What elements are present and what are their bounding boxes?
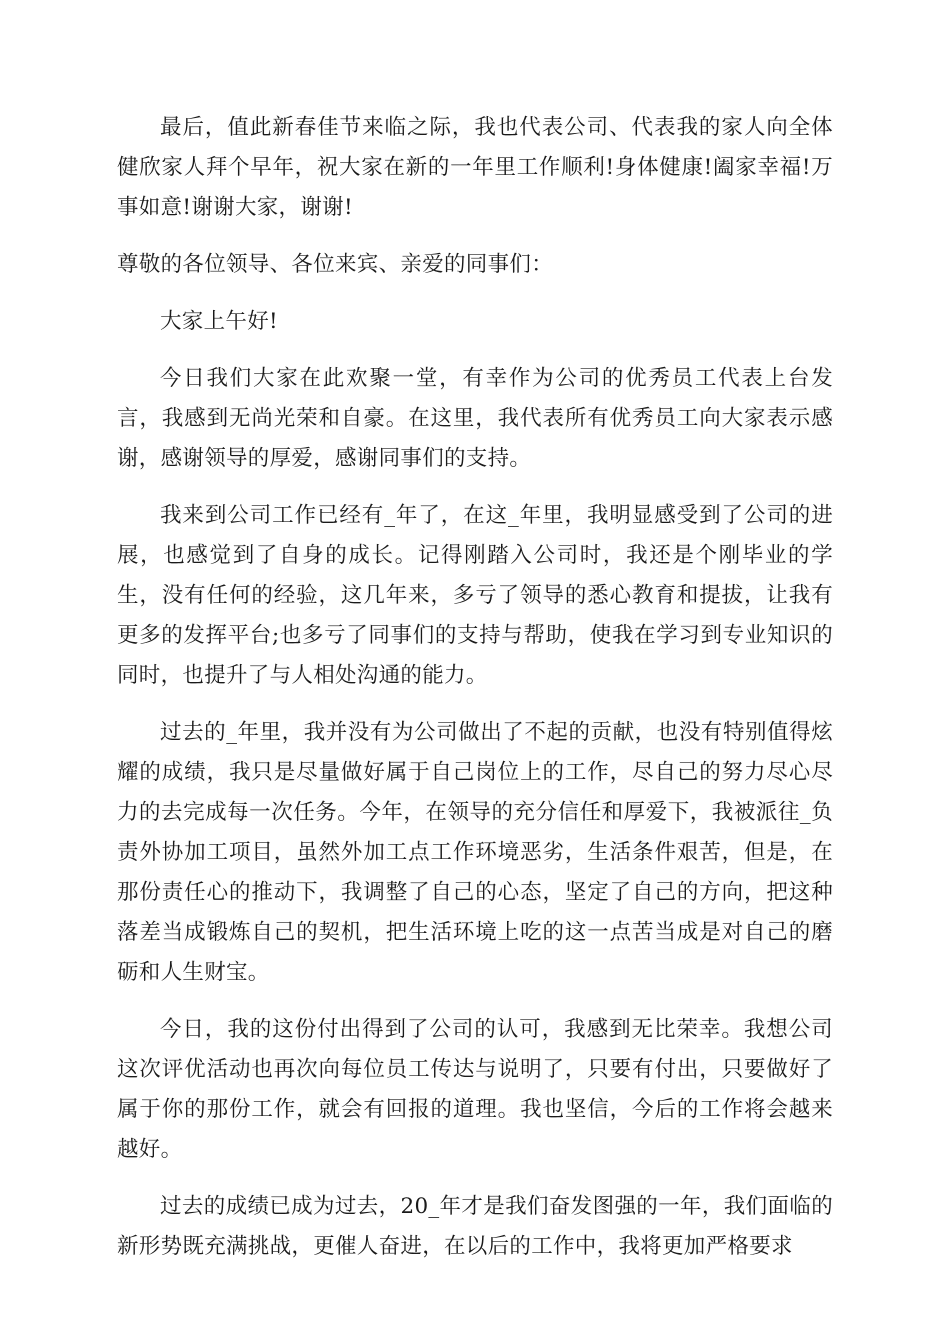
paragraph-closing-greeting: 最后，值此新春佳节来临之际，我也代表公司、代表我的家人向全体健欣家人拜个早年，祝大家在新的一年里工作顺利!身体健康!阖家幸福!万事如意!谢谢大家，谢谢! (117, 115, 833, 220)
paragraph-intro: 今日我们大家在此欢聚一堂，有幸作为公司的优秀员工代表上台发言，我感到无尚光荣和自豪。在这里，我代表所有优秀员工向大家表示感谢，感谢领导的厚爱，感谢同事们的支持。 (117, 366, 833, 471)
paragraph-recognition: 今日，我的这份付出得到了公司的认可，我感到无比荣幸。我想公司这次评优活动也再次向每位员工传达与说明了，只要有付出，只要做好了属于你的那份工作，就会有回报的道理。我也坚信，今后的工作将会越来越好。 (117, 1017, 833, 1162)
document-body (117, 108, 833, 1284)
paragraph-good-morning: 大家上午好! (160, 309, 278, 334)
paragraph-past-year: 过去的_年里，我并没有为公司做出了不起的贡献，也没有特别值得炫耀的成绩，我只是尽量做好属于自己岗位上的工作，尽自己的努力尽心尽力的去完成每一次任务。今年，在领导的充分信任和厚爱下，我被派往_负责外协加工项目，虽然外加工点工作环境恶劣，生活条件艰苦，但是，在那份责任心的推动下，我调整了自己的心态，坚定了自己的方向，把这种落差当成锻炼自己的契机，把生活环境上吃的这一点苦当成是对自己的磨砺和人生财宝。 (117, 720, 833, 985)
paragraph-future: 过去的成绩已成为过去，20_年才是我们奋发图强的一年，我们面临的新形势既充满挑战，更催人奋进，在以后的工作中，我将更加严格要求 (117, 1194, 833, 1259)
paragraph-growth: 我来到公司工作已经有_年了，在这_年里，我明显感受到了公司的进展，也感觉到了自身的成长。记得刚踏入公司时，我还是个刚毕业的学生，没有任何的经验，这几年来，多亏了领导的悉心教育和提拔，让我有更多的发挥平台;也多亏了同事们的支持与帮助，使我在学习到专业知识的同时，也提升了与人相处沟通的能力。 (117, 503, 833, 688)
paragraph-salutation: 尊敬的各位领导、各位来宾、亲爱的同事们： (117, 252, 554, 277)
